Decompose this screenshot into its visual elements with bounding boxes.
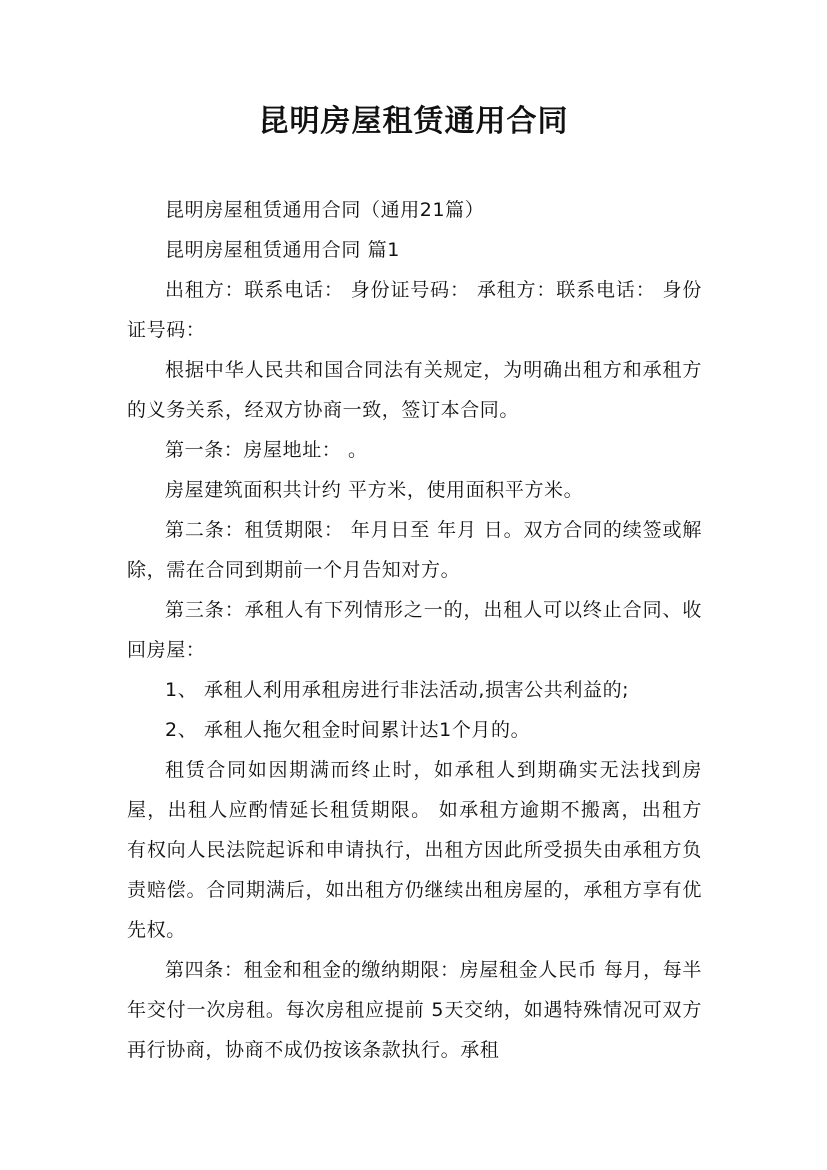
paragraph: 第三条：承租人有下列情形之一的，出租人可以终止合同、收回房屋： — [127, 599, 702, 661]
paragraph: 出租方：联系电话： 身份证号码： 承租方：联系电话： 身份证号码： — [127, 279, 702, 341]
paragraph: 房屋建筑面积共计约 平方米，使用面积平方米。 — [165, 479, 584, 501]
paragraph: 昆明房屋租赁通用合同 篇1 — [165, 239, 400, 261]
paragraph: 昆明房屋租赁通用合同（通用21篇） — [165, 199, 485, 221]
paragraph: 第四条：租金和租金的缴纳期限：房屋租金人民币 每月，每半年交付一次房租。每次房租应提前 5天交纳，如遇特殊情况可双方再行协商，协商不成仍按该条款执行。承租 — [127, 959, 702, 1061]
paragraph: 1、 承租人利用承租房进行非法活动,损害公共利益的; — [165, 679, 630, 701]
paragraph: 租赁合同如因期满而终止时，如承租人到期确实无法找到房屋，出租人应酌情延长租赁期限。 如承租方逾期不搬离，出租方有权向人民法院起诉和申请执行，出租方因此所受损失由承租方负责赔偿。合同期满后，如出租方仍继续出租房屋的，承租方享有优先权。 — [127, 759, 702, 941]
paragraph: 2、 承租人拖欠租金时间累计达1个月的。 — [165, 719, 531, 741]
paragraph: 第一条：房屋地址： 。 — [165, 439, 368, 461]
paragraph: 根据中华人民共和国合同法有关规定，为明确出租方和承租方的义务关系，经双方协商一致，签订本合同。 — [127, 359, 702, 421]
paragraph: 第二条：租赁期限： 年月日至 年月 日。双方合同的续签或解除，需在合同到期前一个月告知对方。 — [127, 519, 702, 581]
document-title: 昆明房屋租赁通用合同 — [258, 104, 569, 139]
document-body — [127, 190, 702, 1070]
